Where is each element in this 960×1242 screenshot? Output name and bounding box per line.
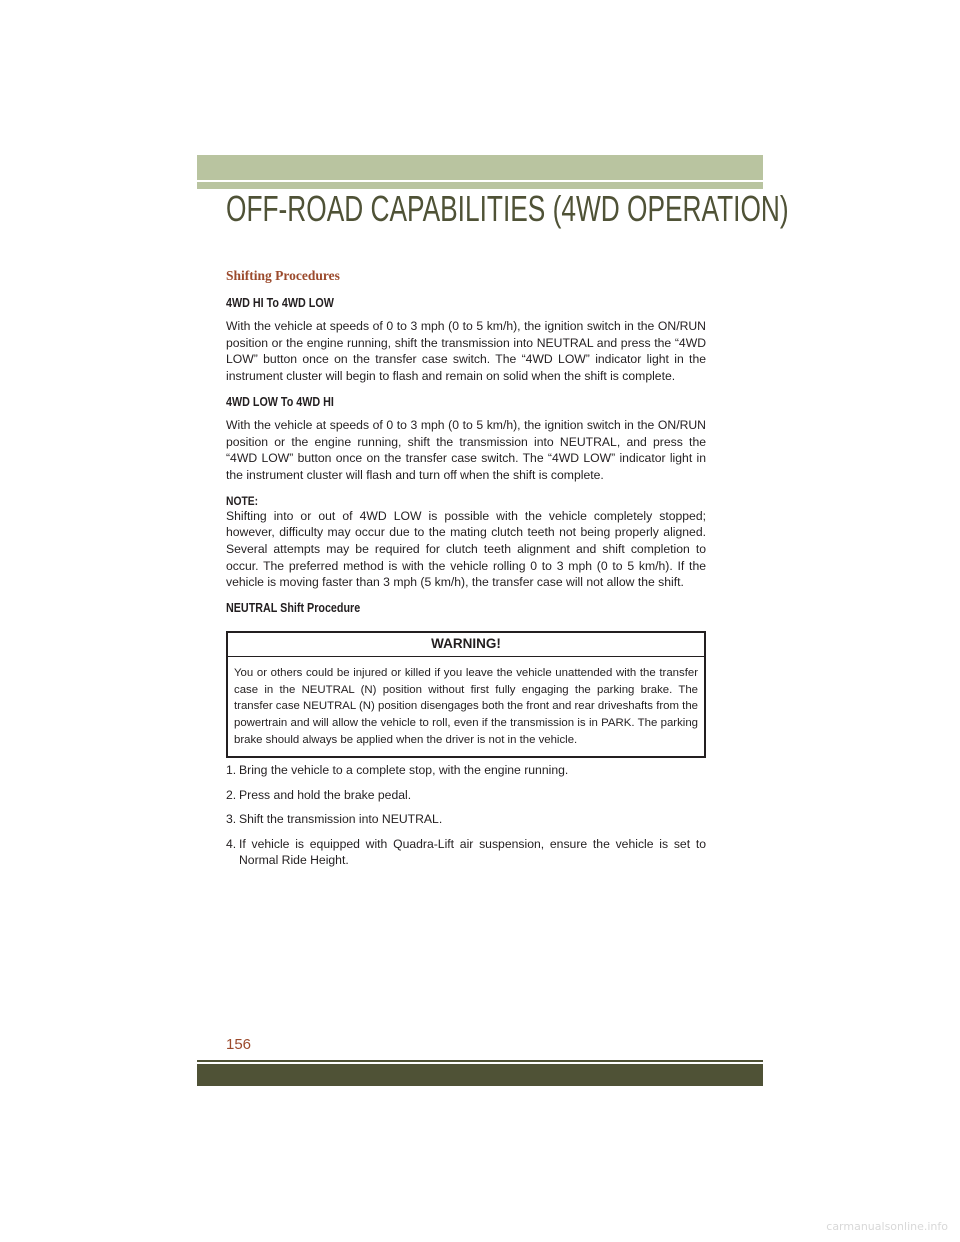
note-text: Shifting into or out of 4WD LOW is possible with the vehicle completely stopped; however, difficulty may occur due to the mating clutch teeth not being properly aligned. Several attempts may be required for clutch teeth alignment and shift completion to occur. The preferred method is with the vehicle rolling 0 to 3 mph (0 to 5 km/h). If the vehicle is moving faster than 3 mph (5 km/h), the transfer case will not allow the shift. [226,508,706,590]
watermark: carmanualsonline.info [826,1220,948,1233]
warning-text: You or others could be injured or killed if you leave the vehicle unattended with the transfer case in the NEUTRAL (N) position without first fully engaging the parking brake. The transfer case NEUTRAL (N) position disengages both the front and rear driveshafts from the powertrain and will allow the vehicle to roll, even if the transmission is in PARK. The parking brake should always be applied when the driver is not in the vehicle. [234,667,698,746]
step-text: Shift the transmission into NEUTRAL. [239,812,443,827]
step-text: If vehicle is equipped with Quadra-Lift air suspension, ensure the vehicle is set to Normal Ride Height. [239,836,706,868]
list-item [226,787,706,804]
note-block [226,494,706,592]
step-text: Press and hold the brake pedal. [239,787,412,802]
page-content [226,268,706,877]
step-number: 4. [226,836,237,851]
paragraph-hi-to-low: With the vehicle at speeds of 0 to 3 mph (0 to 5 km/h), the ignition switch in the ON/RUN position or the engine running, shift the transmission into NEUTRAL and press the “4WD LOW” button once on the transfer case switch. The “4WD LOW” indicator light in the instrument cluster will begin to flash and remain on solid when the shift is complete. [226,319,706,384]
warning-box [226,631,706,758]
footer-rule [197,1060,763,1062]
chapter-title: OFF-ROAD CAPABILITIES (4WD OPERATION) [226,188,789,229]
step-number: 1. [226,763,237,778]
header-band [197,155,763,180]
subheading-hi-to-low: 4WD HI To 4WD LOW [226,296,334,310]
footer-band [197,1064,763,1086]
paragraph-low-to-hi: With the vehicle at speeds of 0 to 3 mph (0 to 5 km/h), the ignition switch in the ON/RUN position or the engine running, shift the transmission into NEUTRAL, and press the “4WD LOW” button once on the transfer case switch. The “4WD LOW” indicator light in the instrument cluster will flash and turn off when the shift is complete. [226,417,706,482]
list-item [226,762,706,779]
note-label: NOTE: [226,493,259,508]
subheading-low-to-hi: 4WD LOW To 4WD HI [226,394,334,409]
step-number: 2. [226,787,237,802]
subheading-neutral: NEUTRAL Shift Procedure [226,601,361,616]
section-heading: Shifting Procedures [226,268,340,283]
warning-title: WARNING! [228,633,704,657]
procedure-steps [226,762,706,869]
list-item [226,811,706,828]
step-text: Bring the vehicle to a complete stop, with the engine running. [239,763,569,778]
step-number: 3. [226,812,237,827]
page-number: 156 [226,1036,252,1053]
list-item [226,836,706,869]
